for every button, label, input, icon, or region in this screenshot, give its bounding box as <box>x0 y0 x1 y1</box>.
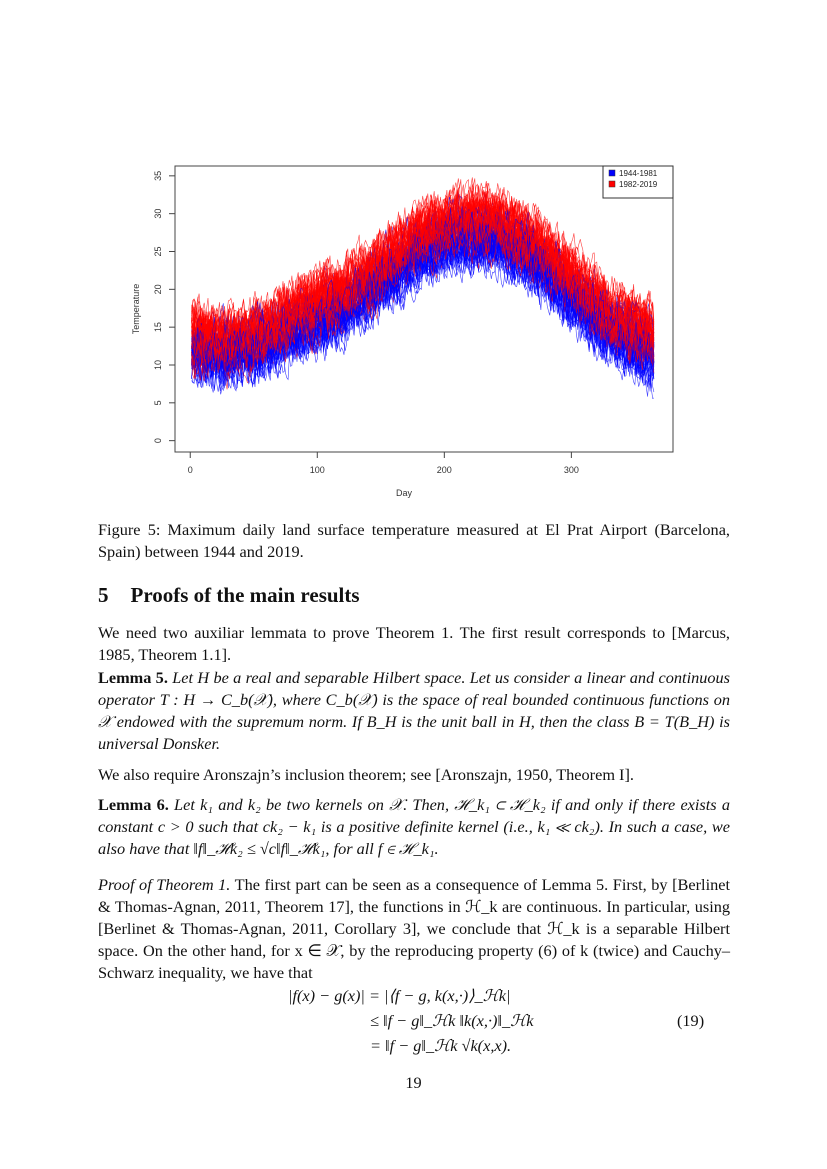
lemma-5 <box>98 667 730 755</box>
proof-label: Proof of Theorem 1. <box>98 875 231 894</box>
section-number: 5 <box>98 583 109 607</box>
legend-swatch <box>609 170 615 176</box>
x-tick-label: 300 <box>563 465 579 475</box>
page-number: 19 <box>405 1073 422 1092</box>
lemma-6-text: Let k₁ and k₂ be two kernels on 𝒳. Then, ℋ_k₁ ⊂ ℋ_k₂ if and only if there exists a constant c > 0 such that ck₂ − k₁ is a positive definite kernel (i.e., k₁ ≪ ck₂). In such a case, we also have that ‖f‖_ℋk₂ ≤ √c‖f‖_ℋk₁, for all f ∈ ℋ_k₁. <box>98 795 730 858</box>
lemma-5-label: Lemma 5. <box>98 668 168 687</box>
legend-label: 1944-1981 <box>619 169 658 178</box>
equation-line-3: = ‖f − g‖_ℋk √k(x,x). <box>370 1036 512 1055</box>
y-tick-label: 30 <box>153 208 163 219</box>
equation-number: (19) <box>677 1011 705 1030</box>
equation-line-2: ≤ ‖f − g‖_ℋk ‖k(x,·)‖_ℋk <box>370 1011 534 1030</box>
y-axis-label: Temperature <box>131 283 141 335</box>
y-tick-label: 10 <box>153 359 163 370</box>
y-tick-label: 25 <box>153 246 163 257</box>
x-axis-label: Day <box>395 488 413 498</box>
equation-line-1: |f(x) − g(x)| = |⟨f − g, k(x,·)⟩_ℋk| <box>288 986 511 1005</box>
lemma-6 <box>98 794 730 860</box>
x-tick-label: 100 <box>309 465 325 475</box>
y-tick-label: 35 <box>153 170 163 181</box>
legend-label: 1982-2019 <box>619 180 658 189</box>
paragraph-intro: We need two auxiliar lemmata to prove Theorem 1. The first result corresponds to [Marcus, 1985, Theorem 1.1]. <box>98 623 730 664</box>
lemma-5-text: Let H be a real and separable Hilbert space. Let us consider a linear and continuous operator T : H → C_b(𝒳), where C_b(𝒳) is the space of real bounded continuous functions on 𝒳 endowed with the supremum norm. If B_H is the unit ball in H, then the class B = T(B_H) is universal Donsker. <box>98 668 731 753</box>
y-tick-label: 20 <box>153 284 163 295</box>
paragraph-aronszajn: We also require Aronszajn’s inclusion theorem; see [Aronszajn, 1950, Theorem I]. <box>98 765 634 784</box>
x-tick-label: 200 <box>436 465 452 475</box>
section-heading <box>98 583 382 608</box>
proof <box>98 874 730 984</box>
proof-text: The first part can be seen as a consequence of Lemma 5. First, by [Berlinet & Thomas-Agnan, 2011, Theorem 17], the functions in ℋ_k are continuous. In particular, using [Berlinet & Thomas-Agnan, 2011, Corollary 3], we conclude that ℋ_k is a separable Hilbert space. On the other hand, for x ∈ 𝒳, by the reproducing property (6) of k (twice) and Cauchy–Schwarz inequality, we have that <box>98 875 730 982</box>
temperature-chart <box>120 150 690 510</box>
x-tick-label: 0 <box>187 465 193 475</box>
y-tick-label: 0 <box>153 438 163 444</box>
legend-swatch <box>609 181 615 187</box>
figure-caption: Figure 5: Maximum daily land surface temperature measured at El Prat Airport (Barcelona, Spain) between 1944 and 2019. <box>98 520 730 561</box>
y-tick-label: 5 <box>153 400 163 406</box>
lemma-6-label: Lemma 6. <box>98 795 169 814</box>
y-tick-label: 15 <box>153 322 163 333</box>
section-title: Proofs of the main results <box>130 583 360 607</box>
